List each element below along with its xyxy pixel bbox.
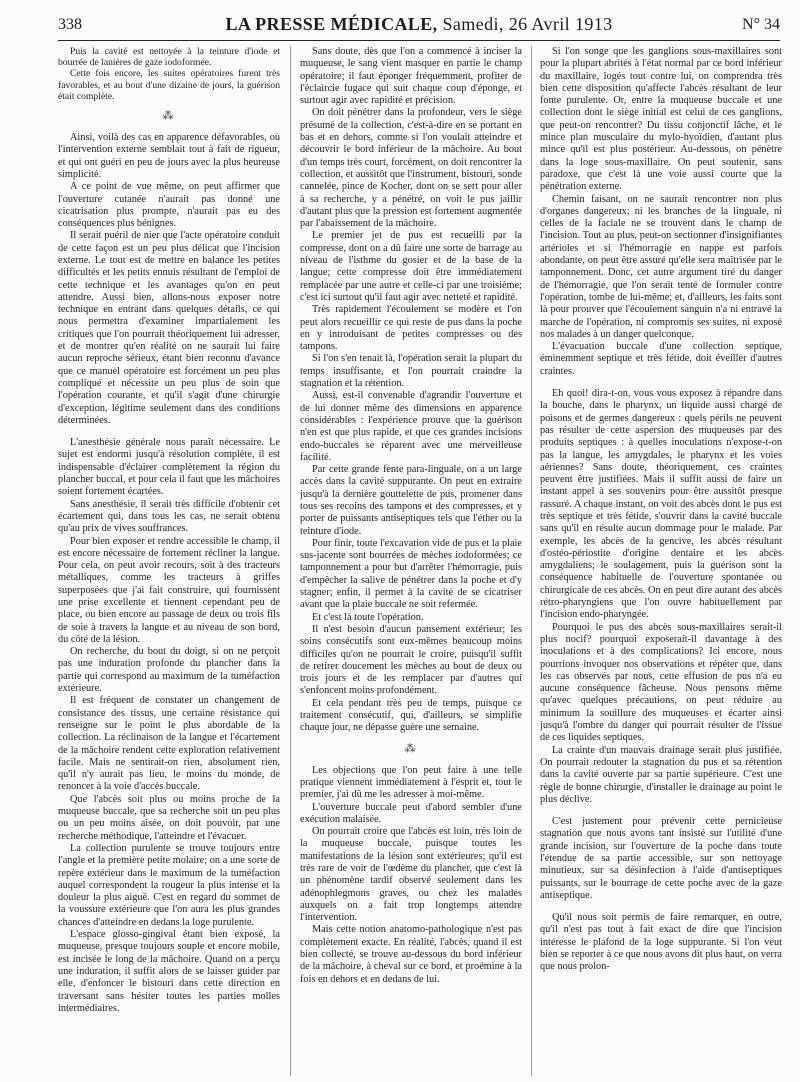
paragraph: Ainsi, voilà des cas en apparence défavorables, où l'intervention externe semblait tout à fait de rigueur, et qui ont guéri en peu de jours avec la plus heureuse simplicité. [58,132,280,180]
paragraph: Et c'est là toute l'opération. [312,611,424,623]
paragraph: On pourrait croire que l'abcès est loin, très loin de la muqueuse buccale, puisque toutes les manifestations de la lésion sont extérieures; qu'il est très rare de voir de l'œdème du plancher, que c'est là un phénomène tardif observé seulement dans les adénophlegmons graves, ou chez les malades auxquels on a fait trop longtemps attendre l'intervention. [300,826,522,924]
paragraph: Eh quoi! dira-t-on, vous vous exposez à répandre dans la bouche, dans le pharynx, un liquide aussi chargé de poisons et de germes dangereux : quels périls ne peuvent pas résulter de cette aspersion des muqueuses par des produits septiques : à quelles inoculations n'expose-t-on pas la langue, les amygdales, le pharynx et les voies aériennes? Sans doute, théoriquement, ces craintes peuvent être justifiées. Mais il suffit aussi de faire un instant appel à ses souvenirs pour être aussitôt presque rassuré. A chaque instant, on voit des abcès dont le pus est très septique et très fétide, s'ouvrir dans la cavité buccale sans qu'il en résulte aucun dommage pour le malade. Par exemple, les abcès de la gencive, les abcès résultant d'ostéo-périostite d'origine dentaire et les abcès amygdaliens; le soulagement, puis la guérison sont la conséquence habituelle de l'ouverture spontanée ou chirurgicale de ces abcès. On en peut dire autant des abcès rétro-pharyngiens que l'on ouvre habituellement par l'incision endo-pharyngée. [540,388,782,621]
page-number: 338 [58,16,82,33]
paragraph: On doit pénétrer dans la profondeur, vers le siège présumé de la collection, c'est-à-dire en se portant en bas et en dehors, comme si l'on voulait atteindre et découvrir le bord inférieur de la mâchoire. Au bout d'un temps très court, forcément, on doit rencontrer la collection, et aussitôt que l'instrument, bistouri, sonde cannelée, pince de Kocher, dont on se sert pour aller à sa recherche, y a pénétré, on voit le pus jaillir d'autant plus que la pression est fortement augmentée par l'abaissement de la mâchoire. [300,107,522,230]
paragraph: Il est fréquent de constater un changement de consistance des tissus, une certaine résistance qui renseigne sur le point le plus abordable de la collection. La réclinaison de la langue et l'écartement de la mâchoire rendent cette exploration relativement facile. Mais ne sentirait-on rien, absolument rien, qu'il n'y aurait pas lieu, le moins du monde, de renoncer à la voie d'accès buccale. [58,695,280,793]
paragraph: Qu'il nous soit permis de faire remarquer, en outre, qu'il n'est pas tout à fait exact de dire que l'incision intéresse le plafond de la loge suppurante. Si l'on veut bien se reporter à ce que nous avons dit plus haut, on verra que nous prolon- [540,912,782,973]
paragraph: C'est justement pour prévenir cette pernicieuse stagnation que nous avons tant insisté sur l'utilité d'une grande incision, sur l'ouverture de la poche dans toute l'étendue de sa partie accessible, sur son nettoyage minutieux, sur sa désinfection à l'aide d'antiseptiques puissants, sur le bourrage de cette poche avec de la gaze antiseptique. [540,816,782,901]
paragraph: Si l'on s'en tenait là, l'opération serait la plupart du temps insuffisante, et l'on pourrait craindre la stagnation et la rétention. [300,353,522,390]
issue-date: Samedi, 26 Avril 1913 [442,14,613,34]
paragraph: Si l'on songe que les ganglions sous-maxillaires sont pour la plupart abrités à l'état normal par ce bord inférieur du maxillaire, logés tout contre lui, on comprendra très bien cette disposition qu'affecte l'abcès résultant de leur fonte purulente. Or, entre la muqueuse buccale et une collection dont le siège initial est celui de ces ganglions, que peut-on rencontrer? Du tissu conjonctif lâche, et le mince plan musculaire du mylo-hyoïdien, d'autant plus mince qu'il est plus postérieur. Au-dessous, on pénètre dans la loge sous-maxillaire. On peut soutenir, sans paradoxe, que c'est là une voie aussi courte que la pénétration externe. [540,46,782,193]
paragraph: On recherche, du bout du doigt, si on ne perçoit pas une induration profonde du plancher dans la partie qui correspond au maximum de la tuméfaction extérieure. [58,646,280,695]
paragraph: Très rapidement l'écoulement se modère et l'on peut alors recueillir ce qui reste de pus dans la poche en y introduisant de petites compresses ou des tampons. [300,304,522,353]
issue-number: N° 34 [742,16,780,33]
paragraph: Mais cette notion anatomo-pathologique n'est pas complètement exacte. En réalité, l'abcès, quand il est bien collecté, se trouve au-dessous du bord inférieur de la mâchoire, à cheval sur ce bord, et proémine à la fois en dehors et en dedans de lui. [300,924,522,985]
paragraph: Il serait puéril de nier que l'acte opératoire conduit de cette façon est un peu plus délicat que l'incision externe. Le tout est de mettre en balance les petites difficultés et les petits ennuis résultant de l'emploi de cette technique et les avantages qu'on en peut attendre. Aussi bien, allons-nous exposer notre technique en entrant dans quelques détails, ce qui nous permettra d'examiner impartialement les critiques que l'on pourrait théoriquement lui adresser, et de montrer qu'en réalité on ne saurait lui faire aucun reproche sérieux, étant bien reconnu d'avance que ce manuel opératoire est forcément un peu plus compliqué et nécessite un peu plus de soin que l'opération courante, et qu'il s'agit d'une chirurgie d'exception, légitime seulement dans des conditions déterminées. [58,230,280,426]
paragraph: La collection purulente se trouve toujours entre l'angle et la première petite molaire; on a une sorte de repère extérieur dans le maximum de la tuméfaction auquel correspondent la rougeur la plus intense et la douleur la plus aiguë. C'est en regard du sommet de la voussure extérieure que l'on aura les plus grandes chances d'atteindre en dedans la loge purulente. [58,842,280,928]
page-header [58,14,780,41]
paragraph: Sans anesthésie, il serait très difficile d'obtenir cet écartement qui, dans tous les cas, ne serait obtenu qu'au prix de vives souffrances. [58,498,280,535]
paragraph: L'évacuation buccale d'une collection septique, éminemment septique et très fétide, doit éveiller d'autres craintes. [540,341,782,377]
paragraph: L'anesthésie générale nous paraît nécessaire. Le sujet est endormi jusqu'à résolution complète, il est indispensable d'éclairer complètement la région du plancher buccal, et pour cela il faut que les mâchoires soient fortement écartées. [58,437,280,498]
paragraph: Puis la cavité est nettoyée à la teinture d'iode et bourrée de lanières de gaze iodoformée. [58,46,280,69]
paragraph: Sans doute, dès que l'on a commencé à inciser la muqueuse, le sang vient masquer en partie le champ opératoire; il faut éponger fréquemment, profiter de l'éclaircie fugace qui suit chaque coup d'éponge, et surtout agir avec rapidité et précision. [300,46,522,107]
paragraph: L'ouverture buccale peut d'abord sembler d'une exécution malaisée. [300,801,522,825]
paragraph: A ce point de vue même, on peut affirmer que l'ouverture cutanée n'aurait pas donné une cicatrisation plus prompte, n'aurait pas eu des conséquences plus bénignes. [58,181,280,230]
column-rule [290,46,291,1076]
section-separator: ⁂ [404,742,418,755]
paragraph: Aussi, est-il convenable d'agrandir l'ouverture et de lui donner même des dimensions en apparence considérables : l'expérience prouve que la guérison n'en est que plus rapide, et que ces grandes incisions endo-buccales se réparent avec une merveilleuse facilité. [300,390,522,463]
paragraph: Il n'est besoin d'aucun pansement extérieur; les soins consécutifs sont eux-mêmes beaucoup moins difficiles qu'on ne pourrait le croire, puisqu'il suffit de retirer doucement les mèches au bout de deux ou trois jours et de les remplacer par d'autres qui s'enfoncent moins profondément. [300,623,522,697]
paragraph: Que l'abcès soit plus ou moins proche de la muqueuse buccale, que sa recherche soit un peu plus ou un peu moins aisée, on doit pouvoir, par une recherche méthodique, l'atteindre et l'évacuer. [58,793,280,842]
paragraph: Pour bien exposer et rendre accessible le champ, il est encore nécessaire de fortement récliner la langue. Pour cela, on peut avoir recours, soit à des tracteurs métalliques, comme les tracteurs à griffes superposées que j'ai fait construire, qui fournissent une prise excellente et tiennent cependant peu de place, ou bien encore au passage de deux ou trois fils de soie à travers la langue et au niveau de son bord, du côté de la lésion. [58,535,280,645]
paragraph: La crainte d'un mauvais drainage serait plus justifiée. On pourrait redouter la stagnation du pus et sa rétention dans la cavité ouverte par sa partie supérieure. C'est une règle de bonne chirurgie, d'installer le drainage au point le plus déclive. [540,744,782,805]
column-rule [531,46,532,1076]
paragraph: Par cette grande fente para-linguale, on a un large accès dans la cavité suppurante. On peut en extraire jusqu'à la dernière gouttelette de pus, promener dans tous ses recoins des tampons et des compresses, et y porter de puissants antiseptiques tels que l'éther ou la teinture d'iode. [300,464,522,537]
paragraph: Le premier jet de pus est recueilli par la compresse, dont on a dû faire une sorte de barrage au niveau de l'isthme du gosier et de la base de la langue; cette compresse doit être immédiatement remplacée par une autre et celle-ci par une troisième; c'est ici surtout qu'il faut agir avec netteté et rapidité. [300,230,522,303]
text-column-2 [300,46,522,1076]
paragraph: Chemin faisant, on ne saurait rencontrer non plus d'organes dangereux; ni les branches de la linguale, ni celles de la faciale ne se trouvent dans le champ de l'incision. Tout au plus, peut-on sectionner d'insignifiantes artérioles et si l'hémorragie en nappe est parfois abondante, on peut être assuré qu'elle sera maîtrisée par le tamponnement. Donc, cet autre argument tiré du danger de l'hémorragie, que l'on serait tenté de formuler contre l'opération, tombe de lui-même; et, d'ailleurs, les faits sont là pour prouver que l'écoulement sanguin n'a ni entravé la marche de l'opération, ni compromis ses suites, ni exposé nos malades à un danger quelconque. [540,193,782,340]
journal-name: LA PRESSE MÉDICALE, [225,14,438,34]
paragraph: Pourquoi le pus des abcès sous-maxillaires serait-il plus nocif? pourquoi exposerait-il davantage à des inoculations et à des complications? Ici encore, nous pourrions invoquer nos observations et répéter que, dans les cas observés par nous, cette effusion de pus n'a eu aucune conséquence fâcheuse. Nous pensons même qu'avec quelques précautions, on peut réduire au minimum la souillure des muqueuses et écarter ainsi jusqu'à l'ombre du danger qui pourrait résulter de l'issue de ces liquides septiques. [540,621,782,744]
paragraph: Les objections que l'on peut faire à une telle pratique viennent immédiatement à l'esprit et, tout le premier, j'ai dû me les adresser à moi-même. [300,764,522,801]
text-column-1 [58,46,280,1076]
paragraph: Cette fois encore, les suites opératoires furent très favorables, et au bout d'une dizaine de jours, la guérison était complète. [58,68,280,102]
paragraph: L'espace glosso-gingival étant bien exposé, la muqueuse, presque toujours souple et encore mobile, est incisée le long de la mâchoire. Quand on a perçu une induration, il suffit alors de se laisser guider par elle, d'enfoncer le bistouri dans cette direction en traversant sans hésiter toutes les parties molles intermédiaires. [58,929,280,1014]
paragraph: Pour finir, toute l'excavation vide de pus et la plaie sus-jacente sont bourrées de mèches iodoformées; ce tamponnement a pour but d'arrêter l'hémorragie, puis d'empêcher la salive de pénétrer dans la poche et d'y stagner; enfin, il permet à la cavité de se cicatriser avant que la plaie buccale ne soit refermée. [300,537,522,611]
section-separator: ⁂ [162,110,176,123]
journal-title [58,14,780,35]
paragraph: Et cela pendant très peu de temps, puisque ce traitement consécutif, qui, d'ailleurs, se simplifie chaque jour, ne dépasse guère une semaine. [300,697,522,734]
text-column-3 [540,46,782,1076]
